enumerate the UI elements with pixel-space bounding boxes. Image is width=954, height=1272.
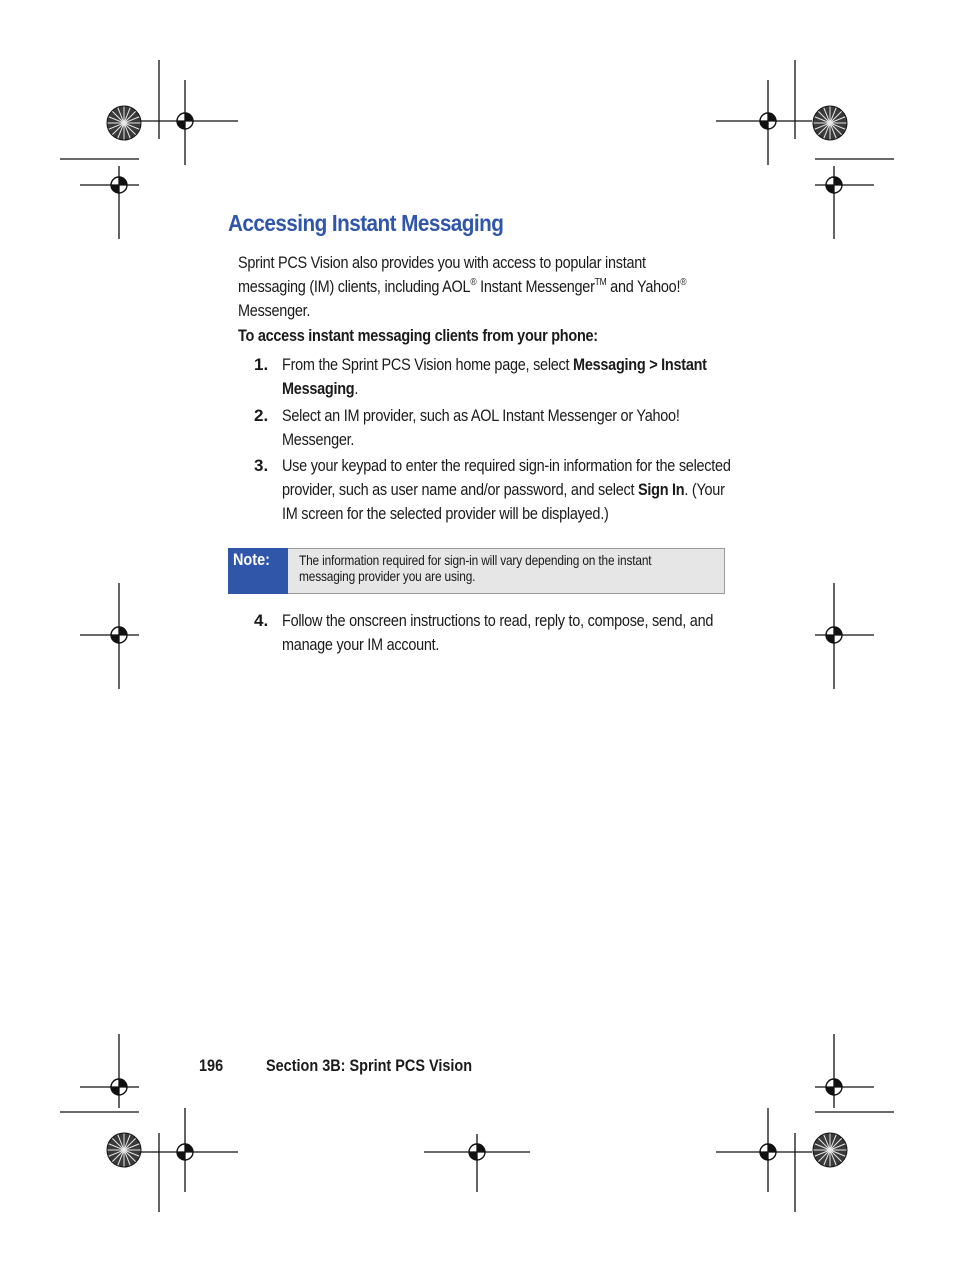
step-text: Use your keypad to enter the required sign-in information for the selected provider, such as user name and/or password, and select Sign In. (Your IM screen for the selected provider will be displayed.): [282, 456, 731, 523]
page-number: 196: [199, 1056, 224, 1075]
step-number: 3.: [254, 456, 269, 475]
note-text: The information required for sign-in will vary depending on the instant messaging provider you are using.: [299, 552, 652, 584]
page-title: Accessing Instant Messaging: [228, 210, 504, 236]
intro-paragraph: Sprint PCS Vision also provides you with access to popular instant messaging (IM) clients, including AOL® Instant Messenger™ and Yahoo!® Messenger.: [238, 253, 687, 320]
section-footer: Section 3B: Sprint PCS Vision: [266, 1056, 473, 1075]
step-number: 2.: [254, 406, 269, 425]
note-box: [228, 548, 725, 594]
step-text: Select an IM provider, such as AOL Instant Messenger or Yahoo! Messenger.: [282, 406, 680, 449]
instructions-lead: To access instant messaging clients from your phone:: [238, 326, 598, 345]
note-label: Note:: [228, 548, 288, 594]
step-number: 1.: [254, 355, 269, 374]
step-text: From the Sprint PCS Vision home page, select Messaging > Instant Messaging.: [282, 355, 707, 398]
step-number: 4.: [254, 611, 269, 630]
step-text: Follow the onscreen instructions to read, reply to, compose, send, and manage your IM account.: [282, 611, 714, 654]
